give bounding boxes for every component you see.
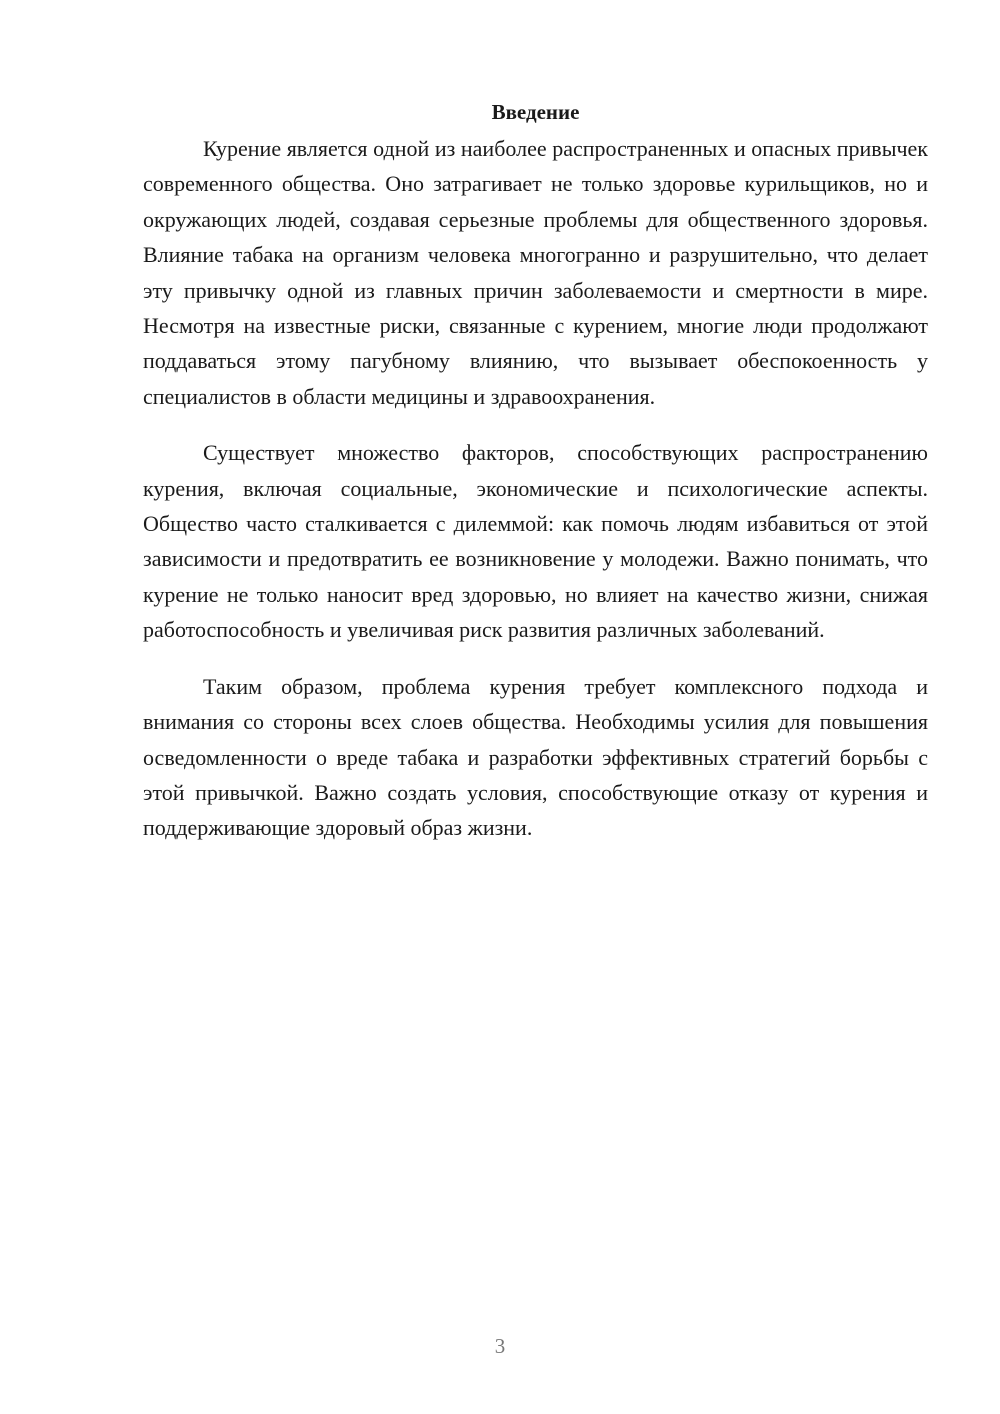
paragraph-1: Курение является одной из наиболее распространенных и опасных привычек современного общества. Оно затрагивает не только здоровье курильщиков, но и окружающих людей, создавая серьезные проблемы для общественного здоровья. Влияние табака на организм человека многогранно и разрушительно, что делает эту привычку одной из главных причин заболеваемости и смертности в мире. Несмотря на известные риски, связанные с курением, многие люди продолжают поддаваться этому пагубному влиянию, что вызывает обеспокоенность у специалистов в области медицины и здравоохранения. bbox=[143, 136, 928, 409]
page-content bbox=[143, 98, 928, 867]
paragraph-2: Существует множество факторов, способствующих распространению курения, включая социальные, экономические и психологические аспекты. Общество часто сталкивается с дилеммой: как помочь людям избавиться от этой зависимости и предотвратить ее возникновение у молодежи. Важно понимать, что курение не только наносит вред здоровью, но влияет на качество жизни, снижая работоспособность и увеличивая риск развития различных заболеваний. bbox=[143, 440, 928, 643]
paragraph-3: Таким образом, проблема курения требует комплексного подхода и внимания со стороны всех слоев общества. Необходимы усилия для повышения осведомленности о вреде табака и разработки эффективных стратегий борьбы с этой привычкой. Важно создать условия, способствующие отказу от курения и поддерживающие здоровый образ жизни. bbox=[143, 673, 928, 841]
page-number: 3 bbox=[494, 1334, 506, 1358]
section-heading: Введение bbox=[491, 100, 580, 124]
